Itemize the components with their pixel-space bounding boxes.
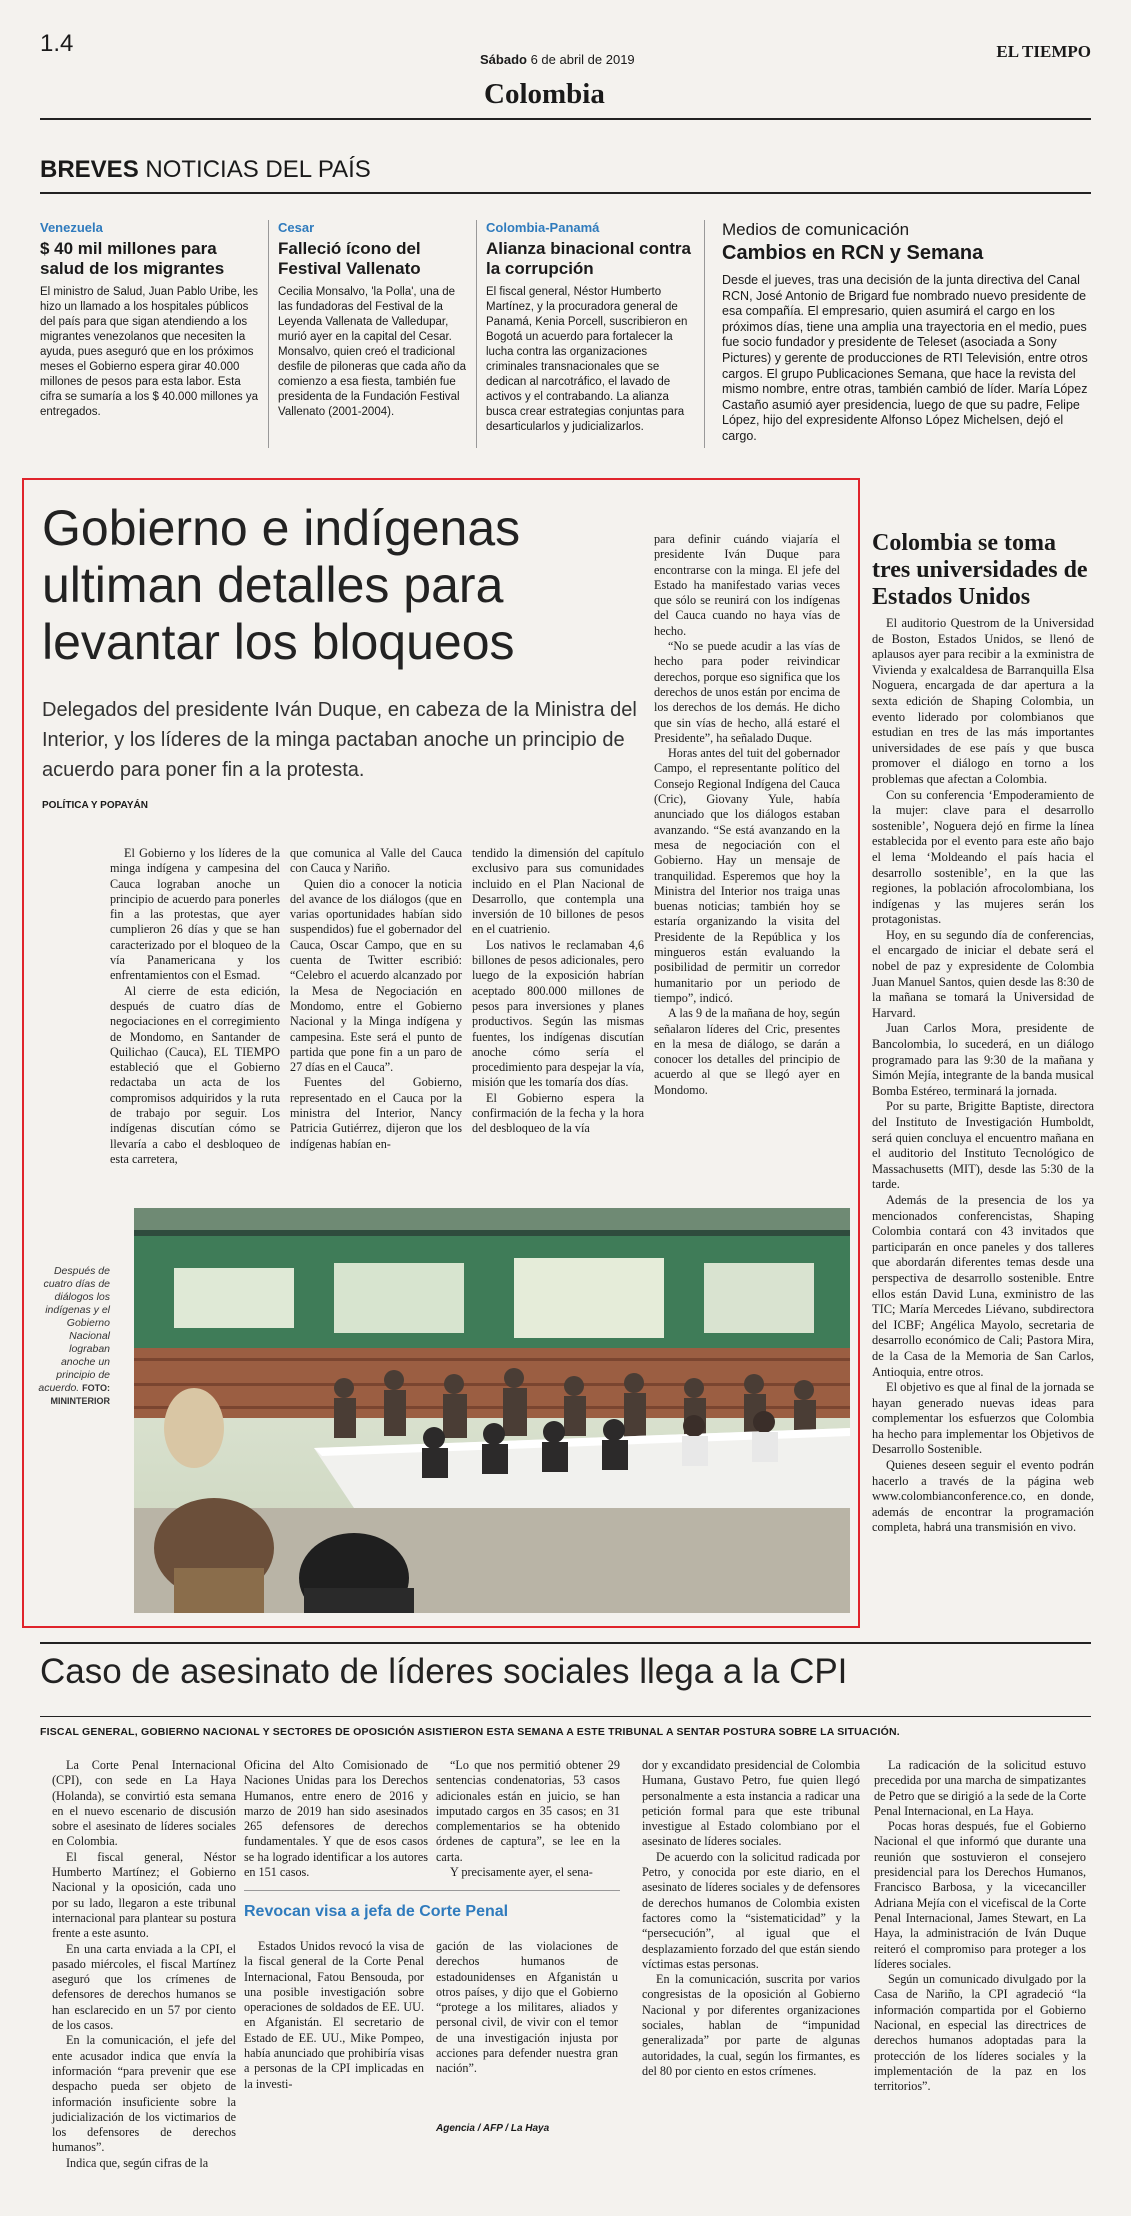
side-paragraph: Además de la presencia de los ya mencionados conferencistas, Shaping Colombia contará con 43 invitados que participarán en once paneles y dos talleres que abordarán diferentes temas desde una perspectiva de desarrollo sostenible. Entre ellos están David Luna, exministro de las TIC; María Mercedes Liévano, subdirectora del ICBF; Angélica Mayolo, secretaria de desarrollo económico de Cali; Pastora Mira, de la Casa de la Memoria de San Carlos, Antioquia, entre otros. bbox=[872, 1192, 1094, 1379]
visa-box-col-a: Estados Unidos revocó la visa de la fiscal general de la Corte Penal Internacional, Fatou Bensouda, por una posible investigación sobre operaciones de soldados de EE. UU. en Afganistán. El secretario de Estado de EE. UU., Mike Pompeo, había anunciado que prohibiría visas a personas de la CPI implicadas en la investi- bbox=[244, 1939, 424, 2091]
brief-divider bbox=[268, 220, 269, 448]
visa-box bbox=[244, 1890, 620, 2181]
side-headline: Colombia se toma tres universidades de Estados Unidos bbox=[872, 530, 1088, 610]
bottom-paragraph: Pocas horas después, fue el Gobierno Nacional el que informó que durante una reunión que sostuvieron el consejero presidencial para los Derechos Humanos, Francisco Barbosa, y la vicecanciller Adriana Mejía con el vicefiscal de la Corte Penal Internacional, James Stewart, en La Haya, la administración de Iván Duque reiteró el compromiso para proteger a los líderes sociales. bbox=[874, 1819, 1086, 1971]
visa-box-col-b: gación de las violaciones de derechos humanos de estadounidenses en Afganistán u otros países, y dijo que el Gobierno “protege a los militares, aliados y personal civil, de vivir con el temor de una investigación injusta por acciones para defender nuestra gran nación”. bbox=[436, 1939, 618, 2076]
bottom-paragraph: El fiscal general, Néstor Humberto Martínez; el Gobierno Nacional y la oposición, cada uno por su lado, llegaron a este tribunal internacional para plantear su postura frente a este asunto. bbox=[52, 1849, 236, 1941]
brief-title: Alianza binacional contra la corrupción bbox=[486, 239, 691, 278]
side-paragraph: El auditorio Questrom de la Universidad de Boston, Estados Unidos, se llenó de aplausos ayer para recibir a la exministra de Vivienda y exalcaldesa de Barranquilla Elsa Noguera, encargada de dar apertura a la sexta edición de Shaping Colombia, un evento liderado por colombianos que estudian en tres de las más importantes universidades de ese país y que busca promover el diálogo en torno a los problemas que afectan a Colombia. bbox=[872, 616, 1094, 786]
brief-item bbox=[278, 220, 470, 420]
bottom-top-rule bbox=[40, 1642, 1091, 1644]
brief-divider bbox=[704, 220, 705, 448]
bottom-paragraph: “Lo que nos permitió obtener 29 sentencias condenatorias, 53 casos adicionales están en juicio, se han imputado cargos en 35 casos; en 31 complementarios se ha obtenido órdenes de captura”, se lee en la carta. bbox=[436, 1758, 620, 1864]
visa-box-title: Revocan visa a jefa de Corte Penal bbox=[244, 1903, 509, 1920]
main-col-4 bbox=[654, 532, 840, 1098]
meeting-photo bbox=[134, 1208, 850, 1613]
page-date-day: Sábado bbox=[480, 52, 527, 67]
brief-body: El fiscal general, Néstor Humberto Martínez, y la procuradora general de Panamá, Kenia Porcell, suscribieron en Bogotá un acuerdo para fortalecer la lucha contra las organizaciones criminales transnacionales que se dedican al narcotráfico, el lavado de activos y el contrabando. La alianza busca crear estrategias conjuntas para desarticularlos y judicializarlos. bbox=[486, 286, 688, 433]
main-paragraph: El Gobierno espera la confirmación de la fecha y la hora del desbloqueo de la vía bbox=[472, 1090, 644, 1136]
side-paragraph: Hoy, en su segundo día de conferencias, el encargado de iniciar el debate será el nobel de paz y expresidente de Colombia Juan Manuel Santos, quien desde las 8:30 de la mañana se tomará la Universidad de Harvard. bbox=[872, 927, 1094, 1020]
page-number: 1.4 bbox=[40, 30, 74, 57]
side-story-body bbox=[872, 616, 1094, 1536]
brief-divider bbox=[476, 220, 477, 448]
page-date-rest: 6 de abril de 2019 bbox=[526, 52, 635, 67]
brief-kicker: Cesar bbox=[278, 220, 315, 235]
main-byline: POLÍTICA Y POPAYÁN bbox=[42, 800, 148, 811]
side-paragraph: Quienes deseen seguir el evento podrán hacerlo a través de la página web www.colombianconference.co, en donde, además de encontrar la programación completa, habrá una transmisión en vivo. bbox=[872, 1458, 1094, 1535]
briefs-header bbox=[40, 156, 371, 184]
header-rule bbox=[40, 118, 1091, 120]
bottom-paragraph: La Corte Penal Internacional (CPI), con sede en La Haya (Holanda), se convirtió esta semana en el nuevo escenario de discusión sobre el asesinato de líderes sociales en Colombia. bbox=[52, 1758, 236, 1849]
main-paragraph: Al cierre de esta edición, después de cuatro días de negociaciones en el corregimiento de Mondomo, en Santander de Quilichao (Cauca), EL TIEMPO estableció que el Gobierno redactaba un acta de los compromisos adquiridos y la ruta de trabajo por seguir. Los indígenas discutían cómo se llevaría a cabo el desbloqueo de esta carretera, bbox=[110, 983, 280, 1166]
bottom-paragraph: Según un comunicado divulgado por la Casa de Nariño, la CPI agradeció “la información compartida por el Gobierno Nacional, en especial las directrices de derechos humanos adoptadas para la protección de los líderes sociales y la implementación de la paz en los territorios”. bbox=[874, 1972, 1086, 2094]
side-paragraph: El objetivo es que al final de la jornada se hayan generado nuevas ideas para complementar los esfuerzos que Colombia ha hecho para implementar los Objetivos de Desarrollo Sostenible. bbox=[872, 1380, 1094, 1457]
bottom-paragraph: En la comunicación, el jefe del ente acusador indica que envía la información “para prevenir que ese despacho pueda ser objeto de información insuficiente sobre la judicialización de los victimarios de los defensores de derechos humanos”. bbox=[52, 2033, 236, 2155]
bottom-col-4 bbox=[642, 1758, 860, 2079]
bottom-paragraph: La radicación de la solicitud estuvo precedida por una marcha de simpatizantes de Petro que se dirigió a la sede de la Corte Penal Internacional, en La Haya. bbox=[874, 1758, 1086, 1818]
main-deck: Delegados del presidente Iván Duque, en cabeza de la Ministra del Interior, y los líderes de la minga pactaban anoche un principio de acuerdo para poner fin a la protesta. bbox=[42, 699, 637, 781]
brief-item bbox=[40, 220, 262, 420]
bottom-headline: Caso de asesinato de líderes sociales llega a la CPI bbox=[40, 1652, 848, 1691]
brief-item bbox=[486, 220, 694, 435]
bottom-paragraph: En una carta enviada a la CPI, el pasado miércoles, el fiscal Martínez aseguró que los crímenes de defensores de derechos humanos se han esclarecido en un 57 por ciento de los casos. bbox=[52, 1941, 236, 2033]
bottom-paragraph: De acuerdo con la solicitud radicada por Petro, y conocida por este diario, en el asesinato de líderes sociales y de defensores de derechos humanos de Colombia existen factores como la “sistematicidad” y la “persecución”, al igual que el desplazamiento forzado del que están siendo víctimas estas personas. bbox=[642, 1849, 860, 1971]
main-paragraph: El Gobierno y los líderes de la minga indígena y campesina del Cauca lograban anoche un principio de acuerdo para ponerles fin a las protestas, que ayer cumplieron 26 días y que se han caracterizado por el bloqueo de la vía Panamericana y los enfrentamientos con el Esmad. bbox=[110, 846, 280, 983]
brief-body: Cecilia Monsalvo, 'la Polla', una de las fundadoras del Festival de la Leyenda Vallenata de Valledupar, murió ayer en la capital del Cesar. Monsalvo, quien creó el tradicional desfile de piloneras que cada año da comienzo a esa fiesta, también fue presidenta de la Fundación Festival Vallenato (2001-2004). bbox=[278, 286, 466, 418]
photo-credit: FOTO: MININTERIOR bbox=[50, 1383, 110, 1406]
bottom-paragraph: En la comunicación, suscrita por varios congresistas de la oposición al Gobierno Nacional y por diferentes organizaciones sociales, hablan de “impunidad generalizada” por parte de algunas autoridades, la cual, según los firmantes, es del 80 por ciento en estos crímenes. bbox=[642, 1972, 860, 2078]
main-paragraph: Fuentes del Gobierno, representado en el Cauca por la ministra del Interior, Nancy Patricia Gutiérrez, dijeron que los indígenas habían en- bbox=[290, 1075, 462, 1151]
briefs-header-light: NOTICIAS DEL PAÍS bbox=[138, 156, 371, 183]
brief-kicker: Venezuela bbox=[40, 220, 103, 235]
bottom-deck: FISCAL GENERAL, GOBIERNO NACIONAL Y SECTORES DE OPOSICIÓN ASISTIERON ESTA SEMANA A ESTE TRIBUNAL A SENTAR POSTURA SOBRE LA SITUACIÓN. bbox=[40, 1726, 900, 1738]
main-paragraph: para definir cuándo viajaría el presidente Iván Duque para encontrarse con la minga. El jefe del Estado ha manifestado varias veces que sólo se reunirá con los indígenas del Cauca cuando no haya vías de hecho. bbox=[654, 532, 840, 638]
main-paragraph: “No se puede acudir a las vías de hecho para poder reivindicar derechos, porque eso significa que los derechos de unos están por encima de los derechos de los demás. He dicho que sin vías de hecho, allá estaré el Presidente”, ha señalado Duque. bbox=[654, 639, 840, 745]
main-headline: Gobierno e indígenas ultiman detalles para levantar los bloqueos bbox=[42, 500, 521, 670]
main-col-3 bbox=[472, 846, 644, 1137]
bottom-col-3 bbox=[436, 1758, 620, 1880]
brief-kicker: Colombia-Panamá bbox=[486, 220, 600, 235]
media-brief-kicker: Medios de comunicación bbox=[722, 220, 910, 239]
side-paragraph: Juan Carlos Mora, presidente de Bancolombia, lo sucederá, en un diálogo programado para las 9:30 de la mañana y Simón Mejía, integrante de la banda musical Bomba Estéreo, terminará la jornada. bbox=[872, 1021, 1094, 1098]
side-paragraph: Por su parte, Brigitte Baptiste, directora del Instituto de Investigación Humboldt, será quien concluya el encuentro mañana en el auditorio del Instituto Tecnológico de Massachusetts (MIT), desde las 5:30 de la tarde. bbox=[872, 1099, 1094, 1192]
bottom-col-1 bbox=[52, 1758, 236, 2171]
bottom-paragraph: Oficina del Alto Comisionado de Naciones Unidas para los Derechos Humanos, entre enero de 2016 y marzo de 2019 han sido asesinados 265 defensores de derechos fundamentales. Y que de esos casos se ha logrado identificar a los autores en 151 casos. bbox=[244, 1758, 428, 1880]
brand-logo: EL TIEMPO bbox=[996, 42, 1091, 61]
bottom-paragraph: dor y excandidato presidencial de Colombia Humana, Gustavo Petro, fue quien llegó personalmente a esta instancia a radicar una petición formal para que este tribunal investigue al Estado colombiano por el asesinato de líderes sociales. bbox=[642, 1758, 860, 1849]
briefs-header-bold: BREVES bbox=[40, 156, 139, 183]
bottom-paragraph: Y precisamente ayer, el sena- bbox=[450, 1865, 593, 1880]
bottom-col-5 bbox=[874, 1758, 1086, 2095]
meeting-photo-image bbox=[134, 1208, 850, 1613]
bottom-paragraph: Indica que, según cifras de la bbox=[66, 2155, 209, 2170]
media-brief-title: Cambios en RCN y Semana bbox=[722, 242, 984, 264]
visa-box-credit: Agencia / AFP / La Haya bbox=[436, 2123, 550, 2134]
brief-body: El ministro de Salud, Juan Pablo Uribe, les hizo un llamado a los hospitales públicos del país para que sigan atendiendo a los migrantes venezolanos que necesiten la ayuda, pues aseguró que en los próximos meses el Gobierno espera girar 40.000 millones de pesos para esta labor. Esta cifra se sumaría a los $ 40.000 millones ya entregados. bbox=[40, 286, 258, 418]
photo-caption bbox=[36, 1265, 110, 1408]
bottom-col-2 bbox=[244, 1758, 428, 1880]
photo-caption-text: Después de cuatro días de diálogos los indígenas y el Gobierno Nacional lograban anoche un principio de acuerdo. bbox=[38, 1265, 110, 1394]
main-paragraph: Horas antes del tuit del gobernador Campo, el representante político del Consejo Regional Indígena del Cauca (Cric), Giovany Yule, había anunciado que los diálogos estaban avanzando. “Se está avanzando en la mesa de negociación con el Gobierno. Hay un mensaje de tranquilidad. Esperemos que hoy la Ministra del Interior nos traiga unas buenas noticias; también hoy se estaría organizando la visita del Presidente de la República y los mingueros están evaluando la posibilidad de permitir un corredor humanitario por un periodo de tiempo”, indicó. bbox=[654, 746, 840, 1005]
media-brief bbox=[722, 220, 1092, 445]
media-brief-body: Desde el jueves, tras una decisión de la junta directiva del Canal RCN, José Antonio de Brigard fue nombrado nuevo presidente de esa compañía. El empresario, quien asumirá el cargo en los próximos días, tiene una amplia una trayectoria en el medio, pues fue socio fundador y presidente de Teleset (asociada a Sony Pictures) y gerente de producciones de RTI Televisión, entre otros cargos. El grupo Publicaciones Semana, que hace la revista del mismo nombre, entre otras, también cambió de líder. María López Castaño asumió ayer presidencia, luego de que su padre, Felipe López, hijo del expresidente Alfonso López Michelsen, dejó el cargo. bbox=[722, 273, 1088, 443]
main-paragraph: tendido la dimensión del capítulo exclusivo para sus comunidades incluido en el Plan Nacional de Desarrollo, que contempla una inversión de 10 billones de pesos en el cuatrienio. bbox=[472, 846, 644, 937]
brief-title: $ 40 mil millones para salud de los migrantes bbox=[40, 239, 225, 278]
main-col-1 bbox=[110, 846, 280, 1167]
main-paragraph: A las 9 de la mañana de hoy, según señalaron líderes del Cric, presentes en la mesa de diálogo, se darán a conocer los detalles del principio de acuerdo al que se llegó ayer en Mondomo. bbox=[654, 1006, 840, 1097]
briefs-rule bbox=[40, 192, 1091, 194]
main-paragraph: Los nativos le reclamaban 4,6 billones de pesos adicionales, pero luego de la exposición habrían aceptado 800.000 millones de pesos para inversiones y planes productivos. Según las mismas fuentes, los indígenas discutían anoche cómo sería el procedimiento para despejar la vía, misión que les tomaría dos días. bbox=[472, 937, 644, 1090]
bottom-deck-rule bbox=[40, 1716, 1091, 1717]
page-date bbox=[480, 52, 635, 67]
main-col-2 bbox=[290, 846, 462, 1152]
side-paragraph: Con su conferencia ‘Empoderamiento de la mujer: clave para el desarrollo sostenible’, Noguera dejó en firme la línea establecida por el evento para este año bajo el lema ‘Moldeando el país hacia el desarrollo sostenible’, en la que las regiones, la población afrocolombiana, los indígenas y las mujeres serán los protagonistas. bbox=[872, 787, 1094, 927]
main-paragraph: Quien dio a conocer la noticia del avance de los diálogos (que en varias oportunidades habían sido suspendidos) fue el gobernador del Cauca, Oscar Campo, que en su cuenta de Twitter escribió: “Celebro el acuerdo alcanzado por la Mesa de Negociación en Mondomo, entre el Gobierno Nacional y la Minga indígena y campesina. Este será el punto de partida que pone fin a un paro de 27 días en el Cauca”. bbox=[290, 876, 462, 1075]
main-paragraph: que comunica al Valle del Cauca con Cauca y Nariño. bbox=[290, 846, 462, 876]
brief-title: Falleció ícono del Festival Vallenato bbox=[278, 239, 421, 278]
section-title: Colombia bbox=[484, 78, 605, 110]
